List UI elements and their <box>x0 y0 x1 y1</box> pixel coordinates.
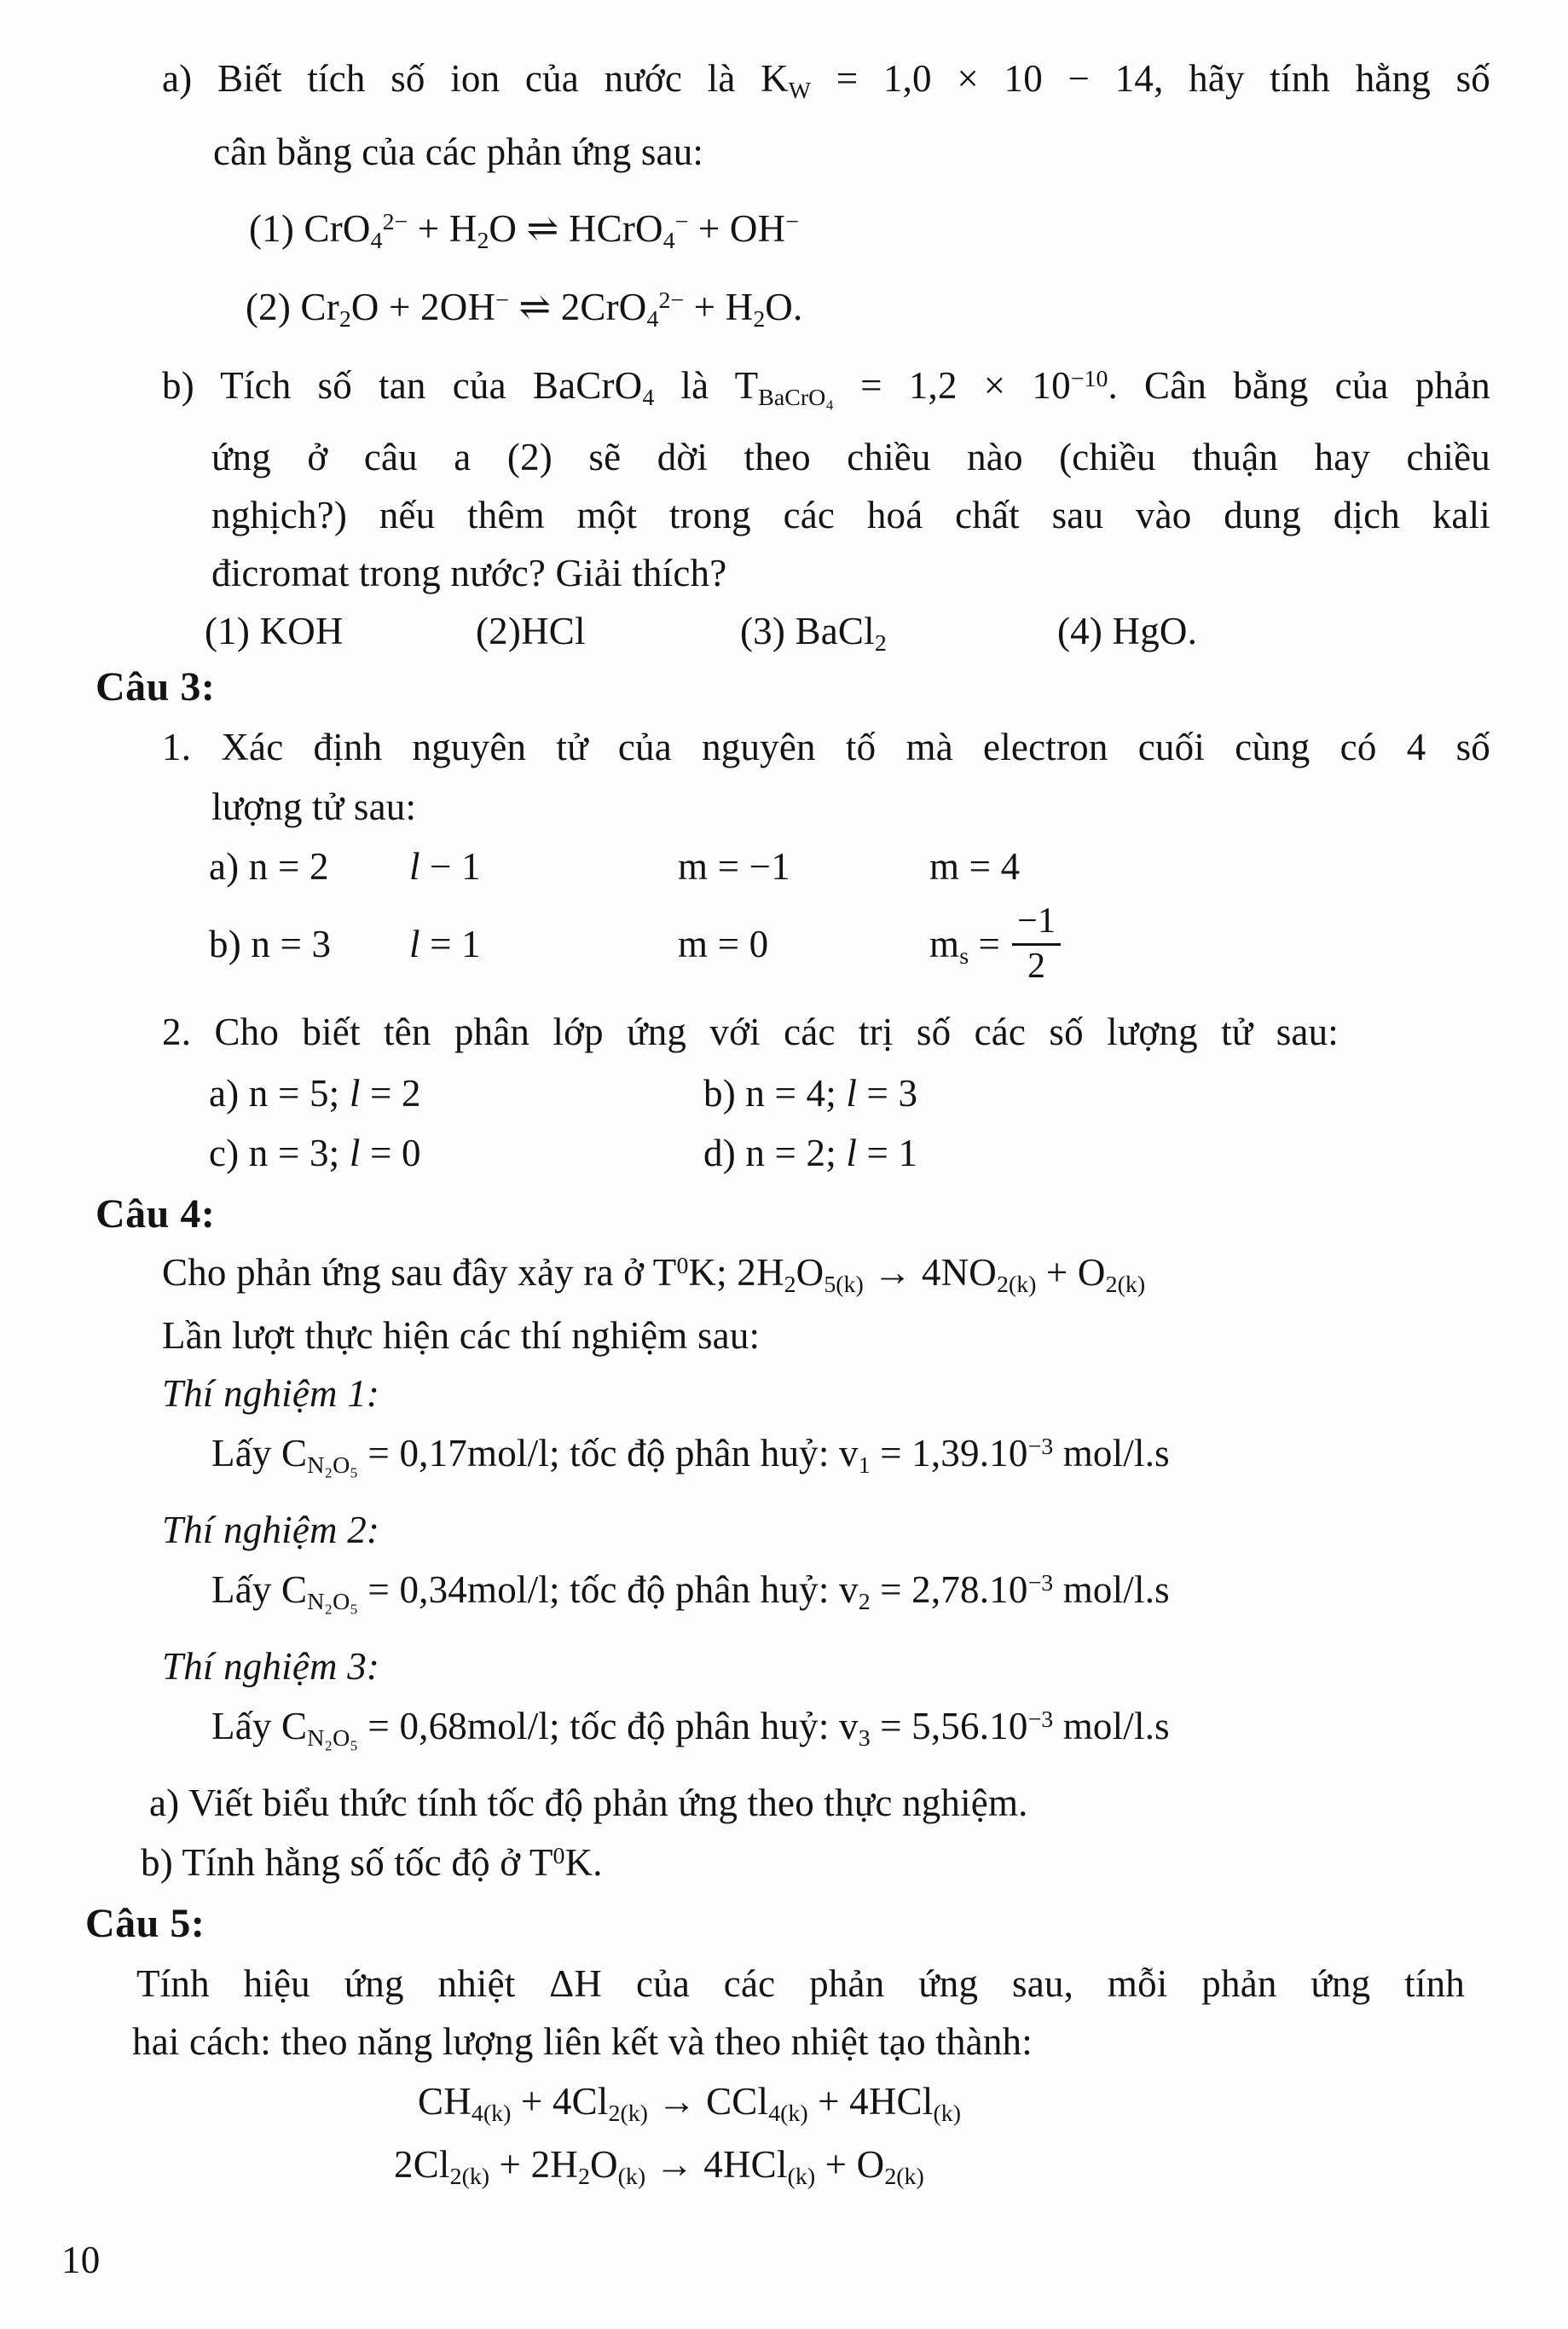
experiment2-line: Lấy $C_{N_2O_5} = 0,34mol/l$; tốc độ phân huỷ: $v_2 = 2,78.10^{-3}$ mol/l.s <box>211 1568 1170 1615</box>
cau3-item1-row-b <box>209 889 1317 999</box>
page-number: 10 <box>61 2239 101 2281</box>
q2b-line3: nghịch?) nếu thêm một trong các hoá chất sau vào dung dịch kali <box>211 494 1490 536</box>
cau5-line1: Tính hiệu ứng nhiệt ΔH của các phản ứng sau, mỗi phản ứng tính <box>136 1962 1465 2005</box>
cau4-heading: Câu 4: <box>95 1191 216 1237</box>
q2b-line1: b) Tích số tan của BaCrO$_4$ là $T_{BaCrO_4} = 1,2 \times 10^{-10}$. Cân bằng của phản <box>162 364 1490 411</box>
cau5-reaction-2: $2Cl_{2(k)} + 2H_2O_{(k)} \to 4HCl_{(k)} + O_{2(k)}$ <box>394 2143 924 2190</box>
q2a-line1: a) Biết tích số ion của nước là $K_W = 1,0 \times 10 - 14$, hãy tính hằng số <box>162 57 1490 104</box>
cau4-task-b: b) Tính hằng số tốc độ ở $T^0K$. <box>141 1841 603 1884</box>
quantum-b-ms <box>929 902 1061 986</box>
option-hcl: (2)HCl <box>476 610 586 652</box>
fraction-numerator: −1 <box>1012 902 1061 945</box>
q2b-options-row <box>205 607 1398 655</box>
cau4-line2: Lần lượt thực hiện các thí nghiệm sau: <box>162 1314 761 1357</box>
quantum-a-ms: m = 4 <box>929 845 1021 888</box>
cau4-task-a: a) Viết biểu thức tính tốc độ phản ứng theo thực nghiệm. <box>149 1782 1028 1824</box>
quantum-a-n: a) n = 2 <box>209 845 329 888</box>
subshell-d: d) n = 2; l = 1 <box>703 1132 918 1174</box>
quantum-a-l: l − 1 <box>409 845 481 888</box>
quantum-b-m: m = 0 <box>678 922 769 965</box>
cau3-item2-row2 <box>209 1129 1317 1177</box>
quantum-a-m: m = −1 <box>678 845 790 888</box>
experiment2-title: Thí nghiệm 2: <box>162 1509 380 1551</box>
cau5-heading: Câu 5: <box>85 1901 205 1946</box>
q2a-reaction-2: (2) $Cr_2O + 2OH^-$ ⇌ $2CrO_4^{2-} + H_2O$. <box>246 286 803 333</box>
fraction-denominator: 2 <box>1027 946 1046 986</box>
ms-fraction <box>1012 902 1061 986</box>
experiment3-title: Thí nghiệm 3: <box>162 1645 380 1688</box>
cau3-item2-row1 <box>209 1069 1317 1117</box>
option-bacl2: (3) BaCl$_2$ <box>740 610 887 657</box>
cau5-line2: hai cách: theo năng lượng liên kết và theo nhiệt tạo thành: <box>132 2020 1033 2063</box>
q2a-reaction-1: (1) $CrO_4^{2-} + H_2O$ ⇌ HCrO$_4$− + OH− <box>249 207 800 254</box>
subshell-c: c) n = 3; l = 0 <box>209 1132 421 1174</box>
experiment1-title: Thí nghiệm 1: <box>162 1372 380 1415</box>
experiment3-line: Lấy $C_{N_2O_5} = 0,68mol/l$; tốc độ phân huỷ: $v_3 = 5,56.10^{-3}$ mol/l.s <box>211 1705 1170 1752</box>
cau3-item1-line2: lượng tử sau: <box>211 785 417 828</box>
cau4-intro: Cho phản ứng sau đây xảy ra ở $T^0K$; $2H_2O_{5(k)} \to 4NO_{2(k)} + O_{2(k)}$ <box>162 1251 1146 1298</box>
q2b-line4: đicromat trong nước? Giải thích? <box>211 552 727 594</box>
option-hgo: (4) HgO. <box>1057 610 1198 652</box>
quantum-b-n: b) n = 3 <box>209 922 332 965</box>
subshell-a: a) n = 5; l = 2 <box>209 1072 421 1115</box>
ms-label: $m_s$ = <box>929 922 1001 970</box>
cau3-item1-line1: 1. Xác định nguyên tử của nguyên tố mà electron cuối cùng có 4 số <box>162 726 1490 768</box>
q2a-line2: cân bằng của các phản ứng sau: <box>213 130 704 173</box>
quantum-b-l: l = 1 <box>409 922 481 965</box>
q2b-line2: ứng ở câu a (2) sẽ dời theo chiều nào (chiều thuận hay chiều <box>211 436 1490 478</box>
cau3-item2-line1: 2. Cho biết tên phân lớp ứng với các trị số các số lượng tử sau: <box>162 1011 1339 1053</box>
experiment1-line: Lấy $C_{N_2O_5} = 0,17mol/l$; tốc độ phân huỷ: $v_1 = 1,39.10^{-3}$ mol/l.s <box>211 1432 1170 1479</box>
cau3-heading: Câu 3: <box>95 664 216 710</box>
option-koh: (1) KOH <box>205 610 344 652</box>
cau3-item1-row-a <box>209 843 1317 890</box>
cau5-reaction-1: $CH_{4(k)} + 4Cl_{2(k)} \to CCl_{4(k)} + 4HCl_{(k)}$ <box>418 2080 961 2127</box>
subshell-b: b) n = 4; l = 3 <box>703 1072 918 1115</box>
